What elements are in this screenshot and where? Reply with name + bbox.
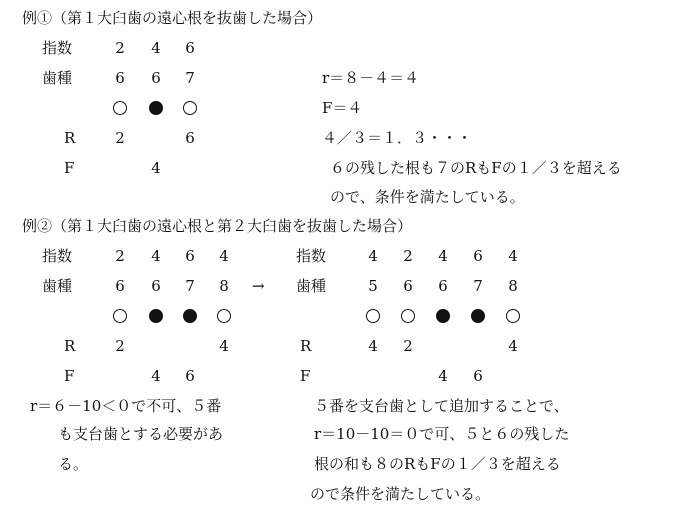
ex2-left-tooth-marker [217, 309, 231, 323]
ex2-right-index-value: 4 [508, 247, 518, 265]
ex2-right-index-value: 6 [473, 247, 483, 265]
ex2-left-tooth-number: 8 [219, 277, 229, 295]
ex2-right-tooth-number: 8 [508, 277, 518, 295]
ex2-right-r-value: 2 [403, 337, 413, 355]
ex2-left-f-value: 4 [151, 367, 161, 385]
ex2-left-note-line: r＝６－10＜０で不可、５番 [30, 397, 222, 415]
ex2-left-index-value: 4 [151, 247, 161, 265]
ex1-index-value: 4 [151, 39, 161, 57]
ex2-left-tooth-marker [183, 309, 197, 323]
example-2-title: 例②（第１大臼歯の遠心根と第２大臼歯を抜歯した場合） [22, 217, 413, 235]
ex2-right-index-value: 4 [368, 247, 378, 265]
ex2-right-tooth-marker [506, 309, 520, 323]
example-1-title: 例①（第１大臼歯の遠心根を抜歯した場合） [22, 9, 323, 27]
ex2-left-f-label: F [64, 367, 75, 385]
ex2-right-note-line: ５番を支台歯として追加することで、 [314, 397, 569, 415]
ex2-right-tooth-number: 6 [403, 277, 413, 295]
ex2-left-index-label: 指数 [42, 247, 73, 265]
ex1-calc-line: F＝４ [322, 99, 363, 117]
ex1-r-value: 2 [115, 129, 125, 147]
ex2-left-index-value: 2 [115, 247, 125, 265]
ex2-right-r-label: R [300, 337, 312, 355]
ex2-right-tooth-type-label: 歯種 [296, 277, 327, 295]
ex2-right-r-value: 4 [368, 337, 378, 355]
ex2-right-f-value: 6 [473, 367, 483, 385]
ex2-right-r-value: 4 [508, 337, 518, 355]
ex1-calc-line: ４／３＝１．３・・・ [322, 129, 473, 147]
ex2-right-f-value: 4 [438, 367, 448, 385]
ex1-index-label: 指数 [42, 39, 73, 57]
ex1-calc-line: r＝８－４＝４ [322, 69, 420, 87]
ex2-left-note-line: る。 [58, 455, 89, 473]
ex2-right-index-value: 2 [403, 247, 413, 265]
ex2-left-tooth-marker [149, 309, 163, 323]
ex1-tooth-number: 6 [115, 69, 125, 87]
ex1-tooth-marker [149, 101, 163, 115]
ex1-tooth-marker [113, 101, 127, 115]
ex2-right-f-label: F [300, 367, 311, 385]
ex2-right-tooth-marker [366, 309, 380, 323]
ex2-right-tooth-number: 5 [368, 277, 378, 295]
ex2-left-tooth-marker [113, 309, 127, 323]
ex1-f-value: 4 [151, 159, 161, 177]
ex1-r-value: 6 [185, 129, 195, 147]
ex2-left-note-line: も支台歯とする必要があ [58, 425, 224, 443]
ex2-right-tooth-number: 7 [473, 277, 483, 295]
ex2-right-tooth-marker [401, 309, 415, 323]
ex2-left-tooth-number: 6 [151, 277, 161, 295]
ex1-tooth-marker [183, 101, 197, 115]
ex1-tooth-number: 6 [151, 69, 161, 87]
ex2-right-index-value: 4 [438, 247, 448, 265]
ex2-right-tooth-number: 6 [438, 277, 448, 295]
ex2-left-r-value: 4 [219, 337, 229, 355]
ex2-left-tooth-number: 6 [115, 277, 125, 295]
ex2-right-tooth-marker [471, 309, 485, 323]
ex2-right-note-line: r＝10－10＝０で可、５と６の残した [314, 425, 570, 443]
ex2-left-r-label: R [64, 337, 76, 355]
ex2-left-f-value: 6 [185, 367, 195, 385]
arrow-symbol: → [252, 277, 265, 295]
ex1-f-label: F [64, 159, 75, 177]
ex2-right-tooth-marker [436, 309, 450, 323]
ex2-left-r-value: 2 [115, 337, 125, 355]
ex2-left-index-value: 4 [219, 247, 229, 265]
ex1-calc-line: ので、条件を満たしている。 [330, 188, 525, 206]
ex1-calc-line: ６の残した根も７のRもFの１／３を超える [330, 159, 622, 177]
ex1-index-value: 2 [115, 39, 125, 57]
ex2-left-tooth-type-label: 歯種 [42, 277, 73, 295]
ex1-tooth-type-label: 歯種 [42, 69, 73, 87]
ex2-right-index-label: 指数 [296, 247, 327, 265]
ex2-left-tooth-number: 7 [185, 277, 195, 295]
ex1-index-value: 6 [185, 39, 195, 57]
ex1-tooth-number: 7 [185, 69, 195, 87]
ex2-right-note-line: ので条件を満たしている。 [310, 485, 491, 503]
ex2-left-index-value: 6 [185, 247, 195, 265]
ex1-r-label: R [64, 129, 76, 147]
ex2-right-note-line: 根の和も８のRもFの１／３を超える [314, 455, 561, 473]
